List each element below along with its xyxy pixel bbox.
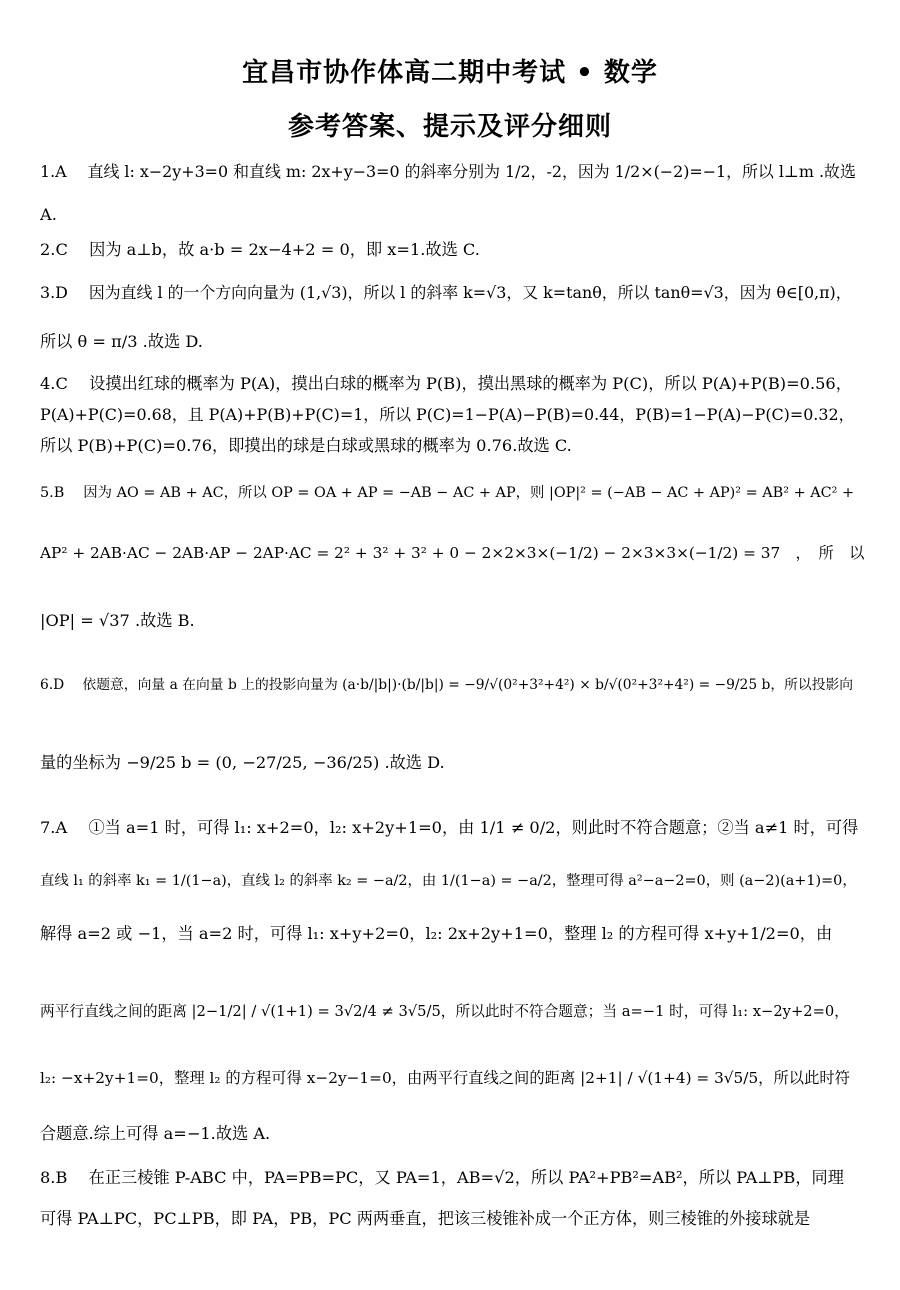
answer-line: l₂: −x+2y+1=0，整理 l₂ 的方程可得 x−2y−1=0，由两平行直线之间的距离 |2+1| / √(1+4) = 3√5/5，所以此时符 <box>40 1069 850 1087</box>
answer-line: A. <box>40 205 57 224</box>
answer-line: 4.C 设摸出红球的概率为 P(A)，摸出白球的概率为 P(B)，摸出黑球的概率为 P(C)，所以 P(A)+P(B)=0.56， <box>40 374 852 393</box>
answer-line: 量的坐标为 −9/25 b = (0, −27/25, −36/25) .故选 D. <box>40 753 445 772</box>
answer-line: |OP| = √37 .故选 B. <box>40 611 195 630</box>
document-title: 宜昌市协作体高二期中考试 • 数学 <box>242 58 658 88</box>
answer-line: 6.D 依题意，向量 a 在向量 b 上的投影向量为 (a·b/|b|)·(b/|b|) = −9/√(0²+3²+4²) × b/√(0²+3²+4²) = −9/25 b，所以投影向 <box>40 677 854 693</box>
document-subtitle: 参考答案、提示及评分细则 <box>287 112 612 142</box>
answer-line: 所以 θ = π/3 .故选 D. <box>40 332 203 351</box>
answer-line: P(A)+P(C)=0.68，且 P(A)+P(B)+P(C)=1，所以 P(C)=1−P(A)−P(B)=0.44，P(B)=1−P(A)−P(C)=0.32， <box>40 405 855 424</box>
answer-line: 两平行直线之间的距离 |2−1/2| / √(1+1) = 3√2/4 ≠ 3√5/5，所以此时不符合题意；当 a=−1 时，可得 l₁: x−2y+2=0， <box>40 1003 849 1020</box>
answer-line: 解得 a=2 或 −1，当 a=2 时，可得 l₁: x+y+2=0，l₂: 2x+2y+1=0，整理 l₂ 的方程可得 x+y+1/2=0，由 <box>40 924 833 943</box>
answer-line: 7.A ①当 a=1 时，可得 l₁: x+2=0，l₂: x+2y+1=0，由 1/1 ≠ 0/2，则此时不符合题意；②当 a≠1 时，可得 <box>40 818 859 837</box>
answer-line: 可得 PA⊥PC，PC⊥PB，即 PA，PB，PC 两两垂直，把该三棱锥补成一个正方体，则三棱锥的外接球就是 <box>40 1209 811 1228</box>
answer-line: 2.C 因为 a⊥b，故 a·b = 2x−4+2 = 0，即 x=1.故选 C. <box>40 240 480 259</box>
answer-line: 5.B 因为 AO = AB + AC，所以 OP = OA + AP = −AB − AC + AP，则 |OP|² = (−AB − AC + AP)² = AB² + AC² + <box>40 485 855 501</box>
answer-line: 1.A 直线 l: x−2y+3=0 和直线 m: 2x+y−3=0 的斜率分别为 1/2，-2，因为 1/2×(−2)=−1，所以 l⊥m .故选 <box>40 162 856 181</box>
answer-line: 3.D 因为直线 l 的一个方向向量为 (1,√3)，所以 l 的斜率 k=√3，又 k=tanθ，所以 tanθ=√3，因为 θ∈[0,π)， <box>40 283 852 302</box>
answer-line: 8.B 在正三棱锥 P-ABC 中，PA=PB=PC，又 PA=1，AB=√2，所以 PA²+PB²=AB²，所以 PA⊥PB，同理 <box>40 1168 844 1187</box>
answer-line: AP² + 2AB·AC − 2AB·AP − 2AP·AC = 2² + 3² + 3² + 0 − 2×2×3×(−1/2) − 2×3×3×(−1/2) = 37 ， 所 以 <box>40 544 865 562</box>
answer-line: 直线 l₁ 的斜率 k₁ = 1/(1−a)，直线 l₂ 的斜率 k₂ = −a/2，由 1/(1−a) = −a/2，整理可得 a²−a−2=0，则 (a−2)(a+1)=0， <box>40 873 857 889</box>
answer-line: 合题意.综上可得 a=−1.故选 A. <box>40 1124 271 1143</box>
answer-line: 所以 P(B)+P(C)=0.76，即摸出的球是白球或黑球的概率为 0.76.故选 C. <box>40 436 572 455</box>
